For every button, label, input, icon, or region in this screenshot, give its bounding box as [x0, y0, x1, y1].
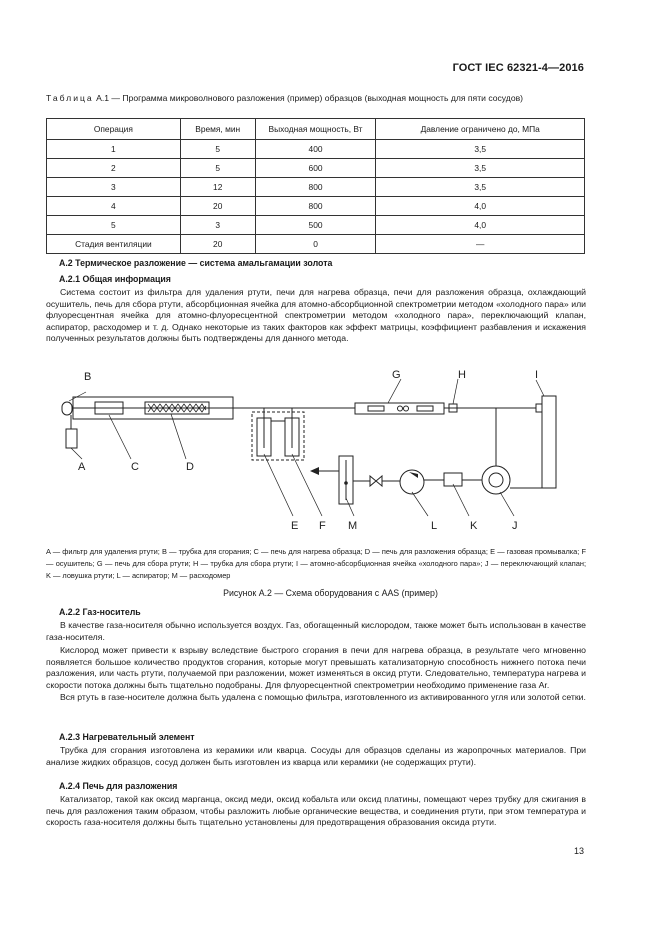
leader-line [412, 492, 428, 516]
table-cell: 3,5 [376, 178, 585, 197]
table-cell: 3,5 [376, 140, 585, 159]
table-cell: Стадия вентиляции [47, 235, 181, 254]
gold-trap [398, 406, 403, 411]
switching-valve-j [482, 466, 510, 494]
table-cell: 0 [255, 235, 376, 254]
needle-valve [370, 476, 382, 486]
leader-line [171, 414, 186, 459]
label-c: C [131, 461, 139, 473]
table-cell: 800 [255, 178, 376, 197]
leader-line [109, 415, 131, 459]
leader-line [388, 379, 401, 403]
leader-line [453, 379, 458, 404]
flowmeter-float [344, 481, 348, 485]
table-cell: 4,0 [376, 197, 585, 216]
label-g: G [392, 369, 401, 381]
table-cell: — [376, 235, 585, 254]
table-cell: 12 [180, 178, 255, 197]
section-a21-title: А.2.1 Общая информация [59, 274, 171, 284]
table-caption-prefix: Таблица [46, 93, 94, 103]
leader-line [292, 454, 322, 516]
section-a2-title: А.2 Термическое разложение — система амальгамации золота [59, 258, 333, 268]
document-header: ГОСТ IEC 62321-4—2016 [452, 62, 584, 74]
leader-line [536, 380, 544, 396]
heating-segment [417, 406, 433, 411]
section-a24-text: Катализатор, такой как оксид марганца, оксид меди, оксид кобальта или оксид платины, помещают через трубку для сжигания в печь для разложения таким образом, чтобы разложить любые органические вещества, и соединения ртути, при этом температура и скорость газа-носителя должны быть тщательно установлены для предотвращения образования оксида ртути. [46, 794, 586, 828]
label-f: F [319, 520, 326, 532]
cell-window [536, 404, 542, 412]
table-cell: 4,0 [376, 216, 585, 235]
aspirator-blade [409, 472, 418, 478]
table-cell: 600 [255, 159, 376, 178]
paragraph: Кислород может привести к взрыву вследствие быстрого сгорания в печи для нагрева образца, в результате чего мгновенно появляется большое количество продуктов сгорания, которые могут превышать катализаторную способность нижнего потока печи разложения, или часть ртути, получаемой при разложении, может изменяться в оксид ртути. Следовательно, температура нагрева и скорости потока должны быть тщательно подобраны. Для флуоресцентной спектрометрии необходимо применение газа Ar. [46, 645, 586, 690]
switching-valve-j-core [489, 473, 503, 487]
table-cell: 400 [255, 140, 376, 159]
section-a24-title: А.2.4 Печь для разложения [59, 781, 178, 791]
section-a22-title: А.2.2 Газ-носитель [59, 607, 141, 617]
table-header-row [47, 119, 585, 140]
table-row [47, 178, 585, 197]
label-b: B [84, 371, 92, 383]
leader-line [453, 484, 469, 516]
section-a23-title: А.2.3 Нагревательный элемент [59, 732, 195, 742]
label-m: M [348, 520, 358, 532]
table-cell: 3 [180, 216, 255, 235]
table-cell: 5 [180, 159, 255, 178]
table-row [47, 140, 585, 159]
figure-legend: A — фильтр для удаления ртути; B — трубка для сгорания; C — печь для нагрева образца; D — печь для разложения образца; E — газовая промывалка; F — осушитель; G — печь для сбора ртути; H — трубка для сбора ртути; I — атомно-абсорбционная ячейка «холодного пара»; J — переключающий клапан; K — ловушка ртути; L — аспиратор; M — расходомер [46, 547, 586, 580]
column-header: Операция [47, 119, 181, 140]
label-a: A [78, 461, 86, 473]
table-row [47, 197, 585, 216]
section-a23-text: Трубка для сгорания изготовлена из керамики или кварца. Сосуды для образцов сделаны из жаропрочных материалов. При анализе жидких образцов, сосуд должен быть изготовлен из кварца или керамики (не содержащих ртути). [46, 745, 586, 767]
page-number: 13 [573, 846, 584, 856]
column-header: Выходная мощность, Вт [255, 119, 376, 140]
section-a21-text: Система состоит из фильтра для удаления ртути, печи для нагрева образца, печи для разложения образца, охлаждающий осушитель, печь для сбора ртути, абсорбционная ячейка для атомно-абсорбционной спектрометрии методом «холодного пара» или флуоресцентная ячейка для атомно-флуоресцентной спектрометрии методом «холодного пара», переключающий клапан, аспиратор, расходомер и т. д. Однако некоторые из таких факторов как эффект матрицы, коэффициент разбавления и искажения полученных результатов должны быть подтверждены для данного метода. [46, 287, 586, 344]
section-a22-body [46, 620, 586, 703]
filter-a [66, 429, 77, 448]
table-cell: 3,5 [376, 159, 585, 178]
table-cell: 1 [47, 140, 181, 159]
column-header: Время, мин [180, 119, 255, 140]
table-cell: 3 [47, 178, 181, 197]
leader-line [500, 492, 514, 516]
table-cell: 20 [180, 197, 255, 216]
table-row [47, 235, 585, 254]
table-caption [46, 93, 586, 105]
label-i: I [535, 369, 539, 381]
label-e: E [291, 520, 299, 532]
figure-caption: Рисунок А.2 — Схема оборудования с AAS (пример) [223, 588, 438, 598]
paragraph: Вся ртуть в газе-носителе должна быть удалена с помощью фильтра, изготовленного из активированного угля или золотой сетки. [60, 691, 586, 702]
aas-equipment-schematic [46, 366, 586, 534]
label-h: H [458, 369, 466, 381]
aas-cell-i [542, 396, 556, 488]
heating-segment [368, 406, 384, 411]
table-row [47, 216, 585, 235]
digestion-program-table [46, 118, 585, 254]
leader-line [71, 448, 82, 459]
combustion-tube-b-end [62, 402, 72, 415]
table-cell: 5 [47, 216, 181, 235]
cooling-box [252, 412, 304, 460]
table-cell: 800 [255, 197, 376, 216]
paragraph: В качестве газа-носителя обычно используется воздух. Газ, обогащенный кислородом, также может быть использован в качестве газа-носителя. [46, 620, 586, 642]
label-l: L [431, 520, 438, 532]
table-caption-text: — Программа микроволнового разложения (пример) образцов (выходная мощность для пяти сосудов) [111, 93, 524, 103]
table-caption-number: А.1 [96, 93, 109, 103]
label-j: J [512, 520, 518, 532]
table-cell: 5 [180, 140, 255, 159]
leader-line [264, 454, 293, 516]
table-cell: 20 [180, 235, 255, 254]
table-cell: 500 [255, 216, 376, 235]
table-row [47, 159, 585, 178]
gold-trap [404, 406, 409, 411]
table-cell: 4 [47, 197, 181, 216]
table-cell: 2 [47, 159, 181, 178]
label-k: K [470, 520, 478, 532]
exhaust-arrow-icon [310, 467, 319, 475]
column-header: Давление ограничено до, МПа [376, 119, 585, 140]
label-d: D [186, 461, 194, 473]
